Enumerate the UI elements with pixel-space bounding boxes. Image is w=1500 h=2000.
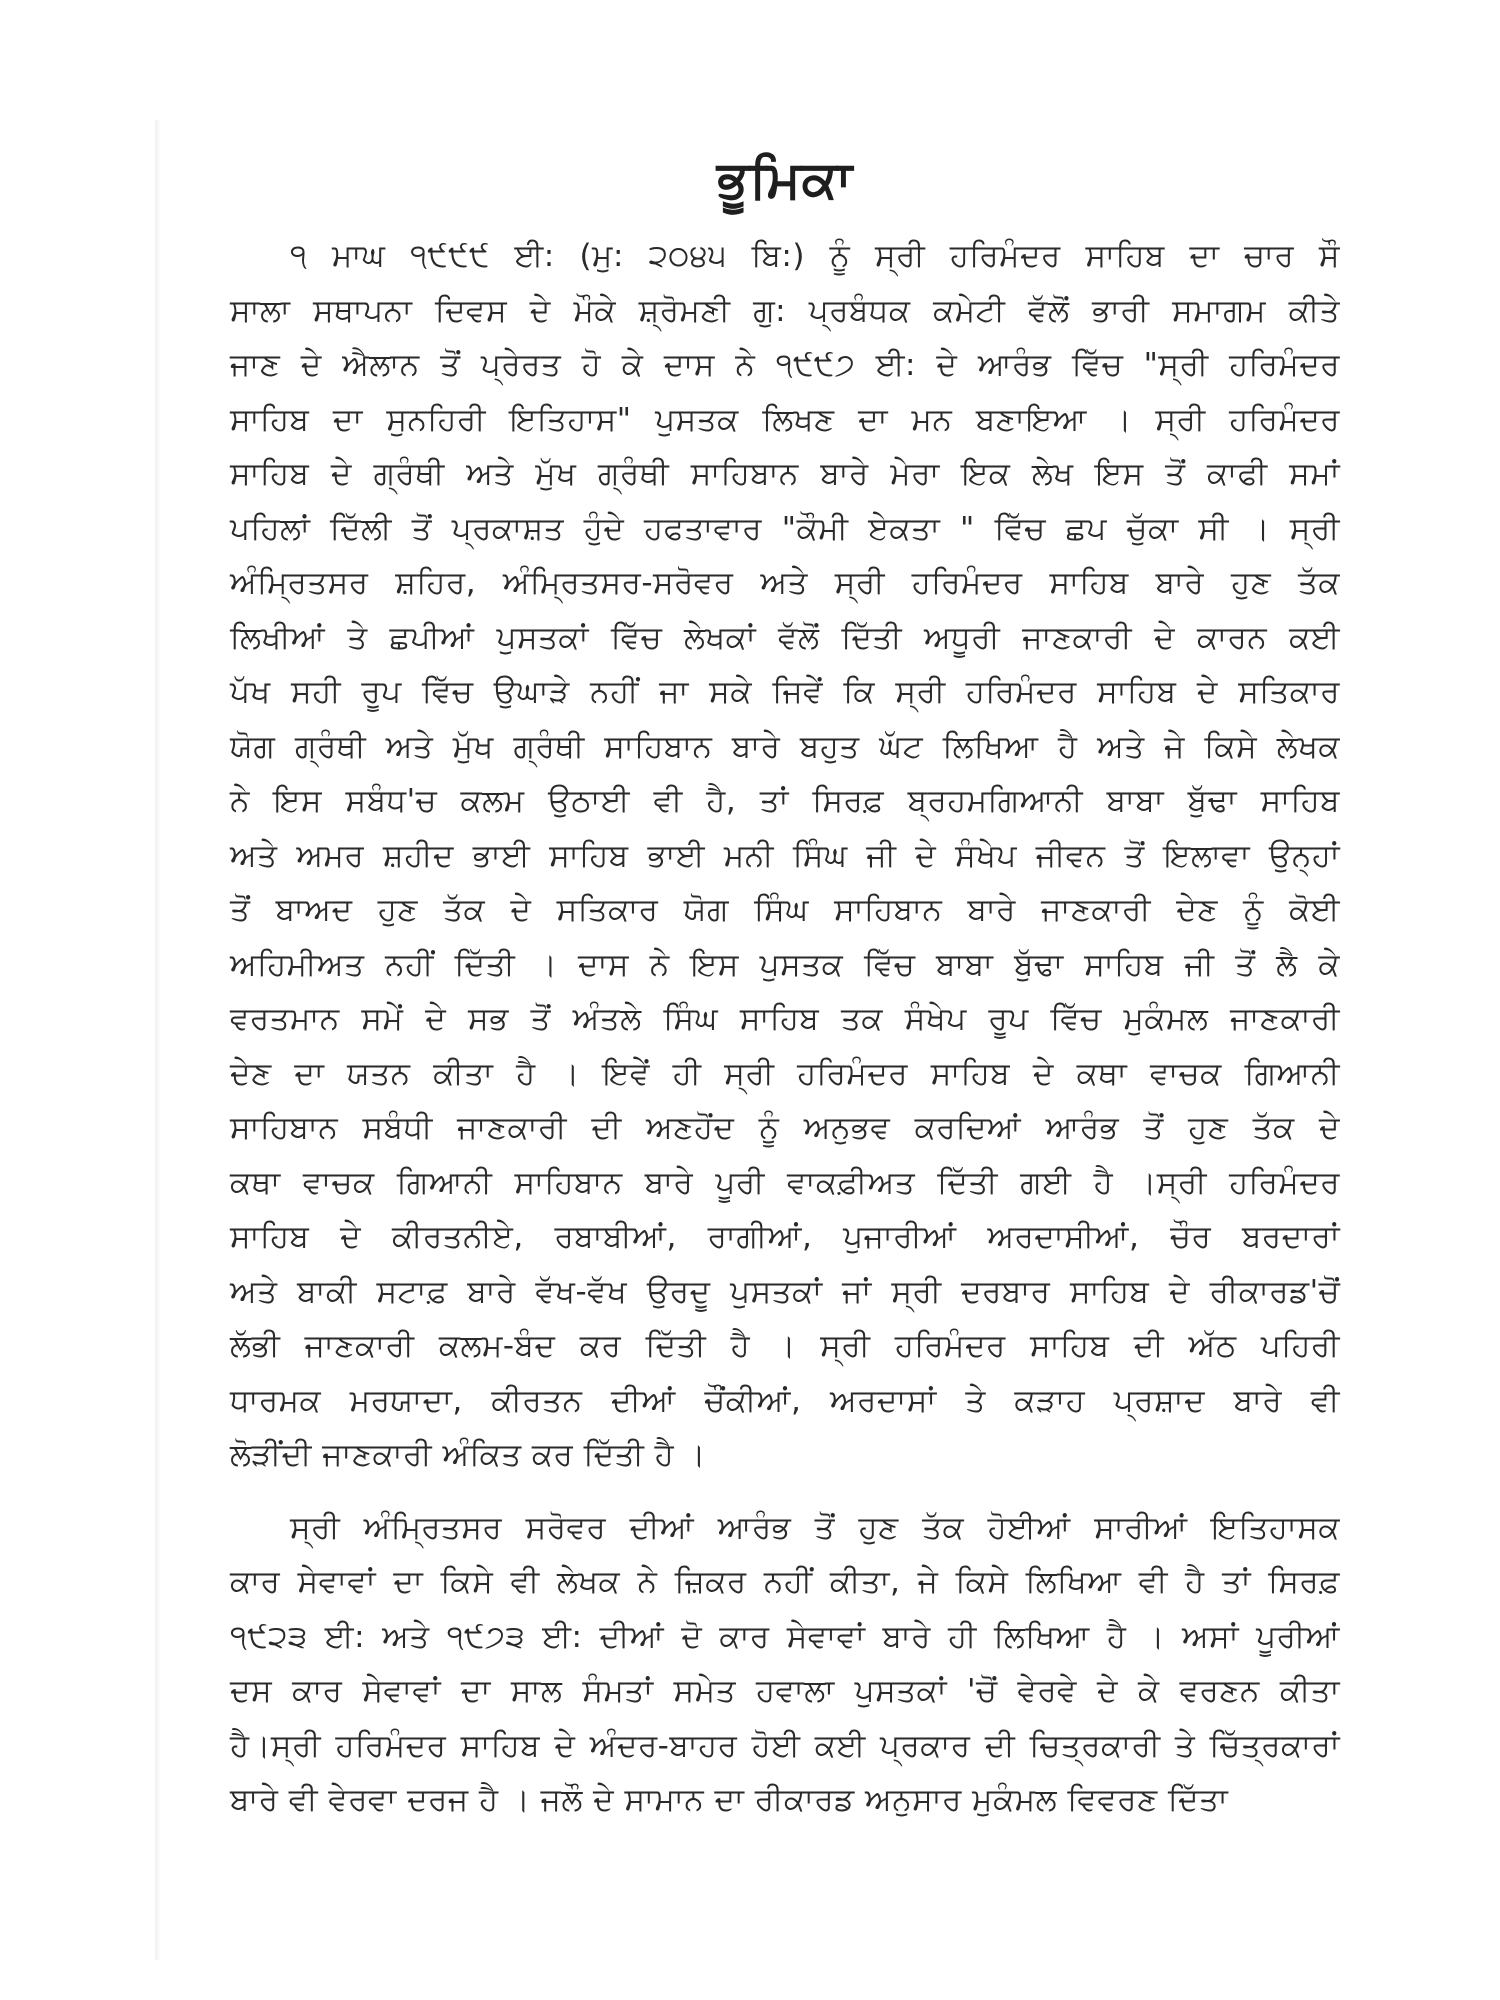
text-line: ਪਹਿਲਾਂ ਦਿੱਲੀ ਤੋਂ ਪ੍ਰਕਾਸ਼ਤ ਹੁੰਦੇ ਹਫਤਾਵਾਰ "ਕੌਮੀ ਏਕਤਾ " ਵਿੱਚ ਛਪ ਚੁੱਕਾ ਸੀ । ਸ੍ਰੀ xyxy=(230,510,1340,547)
scan-shadow xyxy=(155,120,161,1960)
text-line: ਅਤੇ ਅਮਰ ਸ਼ਹੀਦ ਭਾਈ ਸਾਹਿਬ ਭਾਈ ਮਨੀ ਸਿੰਘ ਜੀ ਦੇ ਸੰਖੇਪ ਜੀਵਨ ਤੋਂ ਇਲਾਵਾ ਉਨ੍ਹਾਂ xyxy=(230,837,1340,874)
text-line: ਜਾਣ ਦੇ ਐਲਾਨ ਤੋਂ ਪ੍ਰੇਰਤ ਹੋ ਕੇ ਦਾਸ ਨੇ ੧੯੯੭ ਈ: ਦੇ ਆਰੰਭ ਵਿੱਚ "ਸ੍ਰੀ ਹਰਿਮੰਦਰ xyxy=(230,347,1340,383)
text-line: ਯੋਗ ਗ੍ਰੰਥੀ ਅਤੇ ਮੁੱਖ ਗ੍ਰੰਥੀ ਸਾਹਿਬਾਨ ਬਾਰੇ ਬਹੁਤ ਘੱਟ ਲਿਖਿਆ ਹੈ ਅਤੇ ਜੇ ਕਿਸੇ ਲੇਖਕ xyxy=(230,728,1340,765)
text-line: ਸਾਲਾ ਸਥਾਪਨਾ ਦਿਵਸ ਦੇ ਮੌਕੇ ਸ਼੍ਰੋਮਣੀ ਗੁ: ਪ੍ਰਬੰਧਕ ਕਮੇਟੀ ਵੱਲੋਂ ਭਾਰੀ ਸਮਾਗਮ ਕੀਤੇ xyxy=(230,292,1340,329)
text-line: ੧ ਮਾਘ ੧੯੯੯ ਈ: (ਮੁ: ੨੦੪੫ ਬਿ:) ਨੂੰ ਸ੍ਰੀ ਹਰਿਮੰਦਰ ਸਾਹਿਬ ਦਾ ਚਾਰ ਸੌ xyxy=(290,238,1340,274)
text-line: ਲੋੜੀਂਦੀ ਜਾਣਕਾਰੀ ਅੰਕਿਤ ਕਰ ਦਿੱਤੀ ਹੈ । xyxy=(230,1437,706,1473)
text-line: ਅੰਮ੍ਰਿਤਸਰ ਸ਼ਹਿਰ, ਅੰਮ੍ਰਿਤਸਰ-ਸਰੋਵਰ ਅਤੇ ਸ੍ਰੀ ਹਰਿਮੰਦਰ ਸਾਹਿਬ ਬਾਰੇ ਹੁਣ ਤੱਕ xyxy=(230,565,1340,601)
body-text xyxy=(230,229,1340,1828)
text-line: ੧੯੨੩ ਈ: ਅਤੇ ੧੯੭੩ ਈ: ਦੀਆਂ ਦੋ ਕਾਰ ਸੇਵਾਵਾਂ ਬਾਰੇ ਹੀ ਲਿਖਿਆ ਹੈ । ਅਸਾਂ ਪੂਰੀਆਂ xyxy=(230,1618,1340,1655)
text-line: ਸਾਹਿਬਾਨ ਸਬੰਧੀ ਜਾਣਕਾਰੀ ਦੀ ਅਣਹੋਂਦ ਨੂੰ ਅਨੁਭਵ ਕਰਦਿਆਂ ਆਰੰਭ ਤੋਂ ਹੁਣ ਤੱਕ ਦੇ xyxy=(230,1110,1340,1146)
text-line: ਕਥਾ ਵਾਚਕ ਗਿਆਨੀ ਸਾਹਿਬਾਨ ਬਾਰੇ ਪੂਰੀ ਵਾਕਫ਼ੀਅਤ ਦਿੱਤੀ ਗਈ ਹੈ ।ਸ੍ਰੀ ਹਰਿਮੰਦਰ xyxy=(230,1164,1340,1201)
text-line: ਧਾਰਮਕ ਮਰਯਾਦਾ, ਕੀਰਤਨ ਦੀਆਂ ਚੌਂਕੀਆਂ, ਅਰਦਾਸਾਂ ਤੇ ਕੜਾਹ ਪ੍ਰਸ਼ਾਦ ਬਾਰੇ ਵੀ xyxy=(230,1382,1340,1419)
text-line: ਲੱਭੀ ਜਾਣਕਾਰੀ ਕਲਮ-ਬੰਦ ਕਰ ਦਿੱਤੀ ਹੈ । ਸ੍ਰੀ ਹਰਿਮੰਦਰ ਸਾਹਿਬ ਦੀ ਅੱਠ ਪਹਿਰੀ xyxy=(230,1328,1340,1364)
paragraph xyxy=(230,229,1340,1483)
text-line: ਸਾਹਿਬ ਦਾ ਸੁਨਹਿਰੀ ਇਤਿਹਾਸ" ਪੁਸਤਕ ਲਿਖਣ ਦਾ ਮਨ ਬਣਾਇਆ । ਸ੍ਰੀ ਹਰਿਮੰਦਰ xyxy=(230,401,1340,438)
text-line: ਸਾਹਿਬ ਦੇ ਕੀਰਤਨੀਏ, ਰਬਾਬੀਆਂ, ਰਾਗੀਆਂ, ਪੁਜਾਰੀਆਂ ਅਰਦਾਸੀਆਂ, ਚੌਰ ਬਰਦਾਰਾਂ xyxy=(230,1219,1340,1255)
text-line: ਪੱਖ ਸਹੀ ਰੂਪ ਵਿੱਚ ਉਘਾੜੇ ਨਹੀਂ ਜਾ ਸਕੇ ਜਿਵੇਂ ਕਿ ਸ੍ਰੀ ਹਰਿਮੰਦਰ ਸਾਹਿਬ ਦੇ ਸਤਿਕਾਰ xyxy=(230,674,1340,710)
text-line: ਦੇਣ ਦਾ ਯਤਨ ਕੀਤਾ ਹੈ । ਇਵੇਂ ਹੀ ਸ੍ਰੀ ਹਰਿਮੰਦਰ ਸਾਹਿਬ ਦੇ ਕਥਾ ਵਾਚਕ ਗਿਆਨੀ xyxy=(230,1055,1340,1092)
text-line: ਲਿਖੀਆਂ ਤੇ ਛਪੀਆਂ ਪੁਸਤਕਾਂ ਵਿੱਚ ਲੇਖਕਾਂ ਵੱਲੋਂ ਦਿੱਤੀ ਅਧੂਰੀ ਜਾਣਕਾਰੀ ਦੇ ਕਾਰਨ ਕਈ xyxy=(230,619,1340,656)
text-line: ਹੈ।ਸ੍ਰੀ ਹਰਿਮੰਦਰ ਸਾਹਿਬ ਦੇ ਅੰਦਰ-ਬਾਹਰ ਹੋਈ ਕਈ ਪ੍ਰਕਾਰ ਦੀ ਚਿਤ੍ਰਕਾਰੀ ਤੇ ਚਿੱਤ੍ਰਕਾਰਾਂ xyxy=(230,1727,1340,1764)
paragraph xyxy=(230,1501,1340,1828)
text-line: ਨੇ ਇਸ ਸਬੰਧ'ਚ ਕਲਮ ਉਠਾਈ ਵੀ ਹੈ, ਤਾਂ ਸਿਰਫ਼ ਬ੍ਰਹਮਗਿਆਨੀ ਬਾਬਾ ਬੁੱਢਾ ਸਾਹਿਬ xyxy=(230,783,1340,819)
document-page xyxy=(230,150,1340,1828)
text-line: ਸ੍ਰੀ ਅੰਮ੍ਰਿਤਸਰ ਸਰੋਵਰ ਦੀਆਂ ਆਰੰਭ ਤੋਂ ਹੁਣ ਤੱਕ ਹੋਈਆਂ ਸਾਰੀਆਂ ਇਤਿਹਾਸਕ xyxy=(290,1509,1340,1546)
text-line: ਕਾਰ ਸੇਵਾਵਾਂ ਦਾ ਕਿਸੇ ਵੀ ਲੇਖਕ ਨੇ ਜ਼ਿਕਰ ਨਹੀਂ ਕੀਤਾ, ਜੇ ਕਿਸੇ ਲਿਖਿਆ ਵੀ ਹੈ ਤਾਂ ਸਿਰਫ਼ xyxy=(230,1564,1340,1600)
text-line: ਅਹਿਮੀਅਤ ਨਹੀਂ ਦਿੱਤੀ । ਦਾਸ ਨੇ ਇਸ ਪੁਸਤਕ ਵਿੱਚ ਬਾਬਾ ਬੁੱਢਾ ਸਾਹਿਬ ਜੀ ਤੋਂ ਲੈ ਕੇ xyxy=(230,946,1340,983)
text-line: ਬਾਰੇ ਵੀ ਵੇਰਵਾ ਦਰਜ ਹੈ । ਜਲੌ ਦੇ ਸਾਮਾਨ ਦਾ ਰੀਕਾਰਡ ਅਨੁਸਾਰ ਮੁਕੰਮਲ ਵਿਵਰਣ ਦਿੱਤਾ xyxy=(230,1782,1229,1818)
text-line: ਤੋਂ ਬਾਅਦ ਹੁਣ ਤੱਕ ਦੇ ਸਤਿਕਾਰ ਯੋਗ ਸਿੰਘ ਸਾਹਿਬਾਨ ਬਾਰੇ ਜਾਣਕਾਰੀ ਦੇਣ ਨੂੰ ਕੋਈ xyxy=(230,892,1340,928)
text-line: ਦਸ ਕਾਰ ਸੇਵਾਵਾਂ ਦਾ ਸਾਲ ਸੰਮਤਾਂ ਸਮੇਤ ਹਵਾਲਾ ਪੁਸਤਕਾਂ 'ਚੋਂ ਵੇਰਵੇ ਦੇ ਕੇ ਵਰਣਨ ਕੀਤਾ xyxy=(230,1673,1340,1709)
text-line: ਵਰਤਮਾਨ ਸਮੇਂ ਦੇ ਸਭ ਤੋਂ ਅੰਤਲੇ ਸਿੰਘ ਸਾਹਿਬ ਤਕ ਸੰਖੇਪ ਰੂਪ ਵਿੱਚ ਮੁਕੰਮਲ ਜਾਣਕਾਰੀ xyxy=(230,1001,1340,1037)
text-line: ਸਾਹਿਬ ਦੇ ਗ੍ਰੰਥੀ ਅਤੇ ਮੁੱਖ ਗ੍ਰੰਥੀ ਸਾਹਿਬਾਨ ਬਾਰੇ ਮੇਰਾ ਇਕ ਲੇਖ ਇਸ ਤੋਂ ਕਾਫੀ ਸਮਾਂ xyxy=(230,456,1340,492)
page-title: ਭੂਮਿਕਾ xyxy=(716,150,854,210)
text-line: ਅਤੇ ਬਾਕੀ ਸਟਾਫ਼ ਬਾਰੇ ਵੱਖ-ਵੱਖ ਉਰਦੂ ਪੁਸਤਕਾਂ ਜਾਂ ਸ੍ਰੀ ਦਰਬਾਰ ਸਾਹਿਬ ਦੇ ਰੀਕਾਰਡ'ਚੋਂ xyxy=(230,1273,1340,1310)
